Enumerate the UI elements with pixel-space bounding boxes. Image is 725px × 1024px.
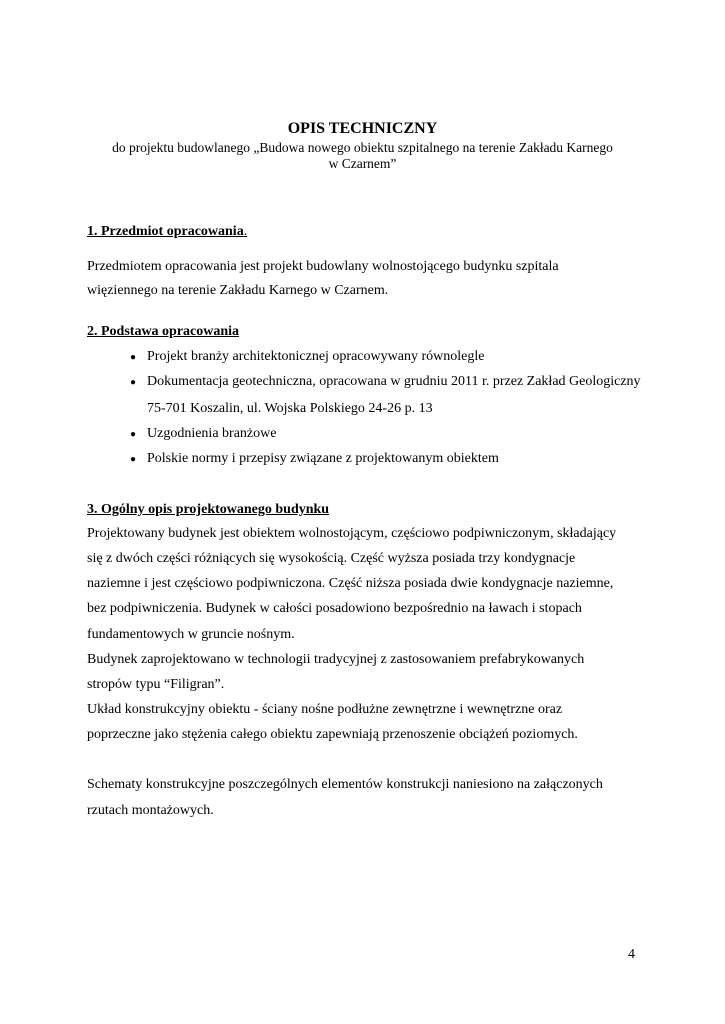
section-3-paragraph-line: poprzeczne jako stężenia całego obiektu zapewniają przenoszenie obciążeń poziomych. — [87, 727, 578, 742]
document-title: OPIS TECHNICZNY — [287, 120, 438, 137]
subtitle-line-2: w Czarnem” — [328, 156, 397, 171]
section-3-heading: 3. Ogólny opis projektowanego budynku — [87, 502, 330, 517]
bullet-item-continuation: 75-701 Koszalin, ul. Wojska Polskiego 24-26 p. 13 — [147, 401, 433, 416]
section-1-heading-text: 1. Przedmiot opracowania — [87, 224, 244, 239]
section-1-paragraph-line: Przedmiotem opracowania jest projekt budowlany wolnostojącego budynku szpitala — [87, 259, 559, 274]
bullet-item: Uzgodnienia branżowe — [147, 426, 277, 441]
bullet-icon: ● — [130, 377, 137, 388]
bullet-item: Projekt branży architektonicznej opracowywany równolegle — [147, 349, 485, 364]
section-3-paragraph-line: Projektowany budynek jest obiektem wolnostojącym, częściowo podpiwniczonym, składający — [87, 526, 617, 541]
section-3-paragraph-line: naziemne i jest częściowo podpiwniczona. Część niższa posiada dwie kondygnacje naziemne, — [87, 576, 614, 591]
section-1-paragraph-line: więziennego na terenie Zakładu Karnego w Czarnem. — [87, 283, 389, 298]
section-3-paragraph-line: fundamentowych w gruncie nośnym. — [87, 627, 295, 642]
bullet-icon: ● — [130, 352, 137, 363]
section-2-heading: 2. Podstawa opracowania — [87, 324, 240, 339]
section-3-paragraph-line: bez podpiwniczenia. Budynek w całości posadowiono bezpośrednio na ławach i stopach — [87, 601, 582, 616]
document-subtitle — [80, 140, 645, 172]
section-1-heading-suffix: . — [243, 224, 248, 239]
bullet-item: Dokumentacja geotechniczna, opracowana w grudniu 2011 r. przez Zakład Geologiczny — [147, 374, 641, 389]
section-3-paragraph-line: Układ konstrukcyjny obiektu - ściany nośne podłużne zewnętrzne i wewnętrzne oraz — [87, 702, 563, 717]
bullet-icon: ● — [130, 429, 137, 440]
section-1-heading — [87, 223, 247, 241]
section-3-paragraph-line: Budynek zaprojektowano w technologii tradycyjnej z zastosowaniem prefabrykowanych — [87, 652, 585, 667]
section-3-closing-line: Schematy konstrukcyjne poszczególnych elementów konstrukcji naniesiono na załączonych — [87, 777, 603, 792]
section-3-paragraph-line: stropów typu “Filigran”. — [87, 677, 225, 692]
section-3-closing-line: rzutach montażowych. — [87, 803, 214, 818]
page-number: 4 — [628, 947, 635, 962]
bullet-icon: ● — [130, 454, 137, 465]
subtitle-line-1: do projektu budowlanego „Budowa nowego obiektu szpitalnego na terenie Zakładu Karnego — [112, 140, 613, 155]
section-3-paragraph-line: się z dwóch części różniących się wysokością. Część wyższa posiada trzy kondygnacje — [87, 551, 576, 566]
bullet-item: Polskie normy i przepisy związane z projektowanym obiektem — [147, 451, 499, 466]
